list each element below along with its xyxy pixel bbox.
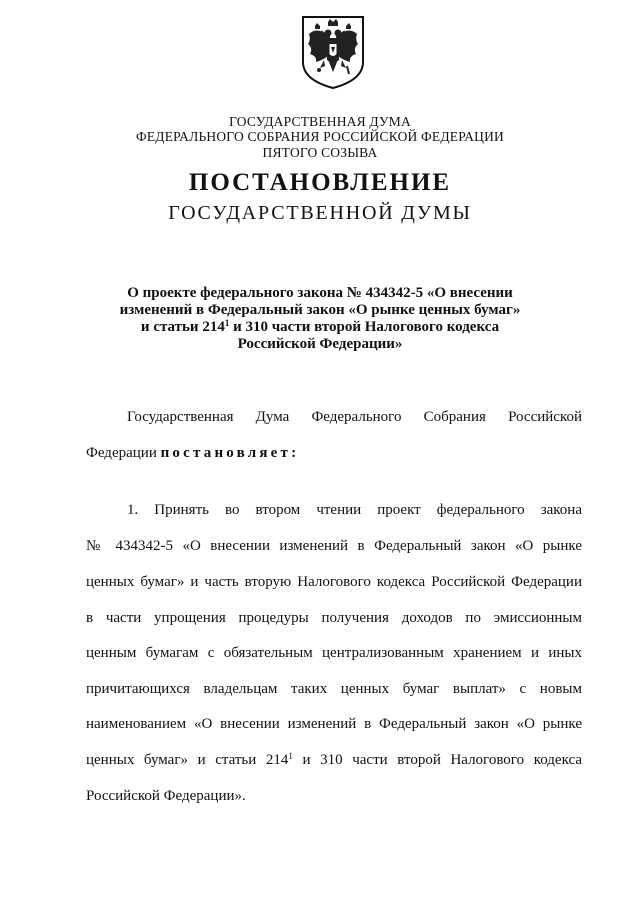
paragraph-line xyxy=(86,750,582,770)
preamble-line: Государственная Дума Федерального Собрания Российской xyxy=(127,409,582,425)
paragraph-line: ценных бумаг» и часть вторую Налогового кодекса Российской Федерации xyxy=(86,574,582,590)
subject-text: и 310 части второй Налогового кодекса xyxy=(229,319,500,335)
paragraph-text: и 310 части второй Налогового кодекса xyxy=(292,752,582,768)
paragraph-line: 1. Принять во втором чтении проект федерального закона xyxy=(127,502,582,518)
preamble-text: Федерации xyxy=(86,445,161,461)
paragraph-text: ценных бумаг» и статьи 214 xyxy=(86,752,289,768)
preamble-line xyxy=(86,443,582,463)
resolves-keyword: постановляет: xyxy=(160,445,300,461)
header-line-state-duma: ГОСУДАРСТВЕННАЯ ДУМА xyxy=(229,114,411,129)
document-subtitle: ГОСУДАРСТВЕННОЙ ДУМЫ xyxy=(168,202,472,224)
paragraph-line: ценным бумагам с обязательным централизованным хранением и иных xyxy=(86,645,582,661)
subject-line: Российской Федерации» xyxy=(237,336,403,352)
document-title: ПОСТАНОВЛЕНИЕ xyxy=(188,169,452,196)
subject-line xyxy=(100,319,540,336)
subject-line: О проекте федерального закона № 434342-5 «О внесении xyxy=(127,285,513,301)
superscript: 1 xyxy=(224,318,230,328)
paragraph-line: Российской Федерации». xyxy=(86,788,246,804)
paragraph-line: № 434342-5 «О внесении изменений в Федеральный закон «О рынке xyxy=(86,538,582,554)
subject-line: изменений в Федеральный закон «О рынке ценных бумаг» xyxy=(119,302,521,318)
coat-of-arms-emblem xyxy=(299,14,367,90)
superscript: 1 xyxy=(288,751,293,761)
header-line-convocation: ПЯТОГО СОЗЫВА xyxy=(262,145,378,160)
subject-text: и статьи 214 xyxy=(140,319,225,335)
paragraph-line: в части упрощения процедуры получения доходов по эмиссионным xyxy=(86,610,582,626)
paragraph-line: наименованием «О внесении изменений в Федеральный закон «О рынке xyxy=(86,716,582,732)
header-line-federal-assembly: ФЕДЕРАЛЬНОГО СОБРАНИЯ РОССИЙСКОЙ ФЕДЕРАЦИИ xyxy=(136,129,504,144)
paragraph-line: причитающихся владельцам таких ценных бумаг выплат» с новым xyxy=(86,681,582,697)
